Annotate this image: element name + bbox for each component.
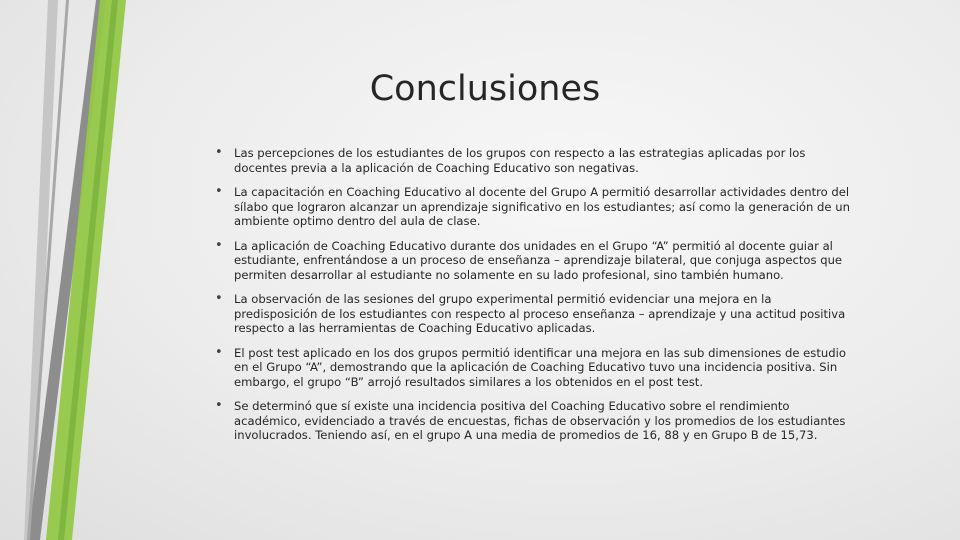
list-item	[215, 399, 855, 443]
bullet-text: El post test aplicado en los dos grupos permitió identificar una mejora en las sub dimensiones de estudio en el Grupo “A”, demostrando que la aplicación de Coaching Educativo tuvo una incidencia positiva. Sin embargo, el grupo “B” arrojó resultados similares a los obtenidos en el post test.	[234, 345, 846, 389]
bullet-icon: •	[215, 237, 223, 253]
slide-title: Conclusiones	[369, 69, 601, 109]
left-decorative-stripes	[0, 0, 140, 540]
bullet-text: La aplicación de Coaching Educativo durante dos unidades en el Grupo “A” permitió al docente guiar al estudiante, enfrentándose a un proceso de enseñanza – aprendizaje bilateral, que conjuga aspectos que permiten desarrollar al estudiante no solamente en su lado profesional, sino también humano.	[234, 238, 843, 282]
conclusions-list	[215, 146, 855, 443]
list-item	[215, 292, 855, 336]
bullet-icon: •	[215, 291, 223, 306]
list-item	[215, 185, 855, 229]
bullet-text: Se determinó que sí existe una incidencia positiva del Coaching Educativo sobre el rendimiento académico, evidenciado a través de encuestas, fichas de observación y los promedios de los estudiantes involucrados. Teniendo así, en el grupo A una media de promedios de 16, 88 y en Grupo B de 15,73.	[234, 399, 846, 442]
bullet-text: La capacitación en Coaching Educativo al docente del Grupo A permitió desarrollar actividades dentro del sílabo que lograron alcanzar un aprendizaje significativo en los estudiantes; así como la generación de un ambiente optimo dentro del aula de clase.	[234, 185, 850, 228]
list-item	[215, 346, 855, 390]
bullet-icon: •	[215, 145, 223, 160]
bullet-text: La observación de las sesiones del grupo experimental permitió evidenciar una mejora en la predisposición de los estudiantes con respecto al proceso enseñanza – aprendizaje y una actitud positiva respecto a las herramientas de Coaching Educativo aplicadas.	[234, 292, 846, 335]
bullet-icon: •	[215, 344, 223, 360]
bullet-icon: •	[215, 184, 223, 199]
bullet-text: Las percepciones de los estudiantes de los grupos con respecto a las estrategias aplicadas por los docentes previa a la aplicación de Coaching Educativo son negativas.	[234, 146, 806, 175]
list-item	[215, 146, 855, 175]
list-item	[215, 239, 855, 283]
bullet-icon: •	[215, 398, 223, 413]
